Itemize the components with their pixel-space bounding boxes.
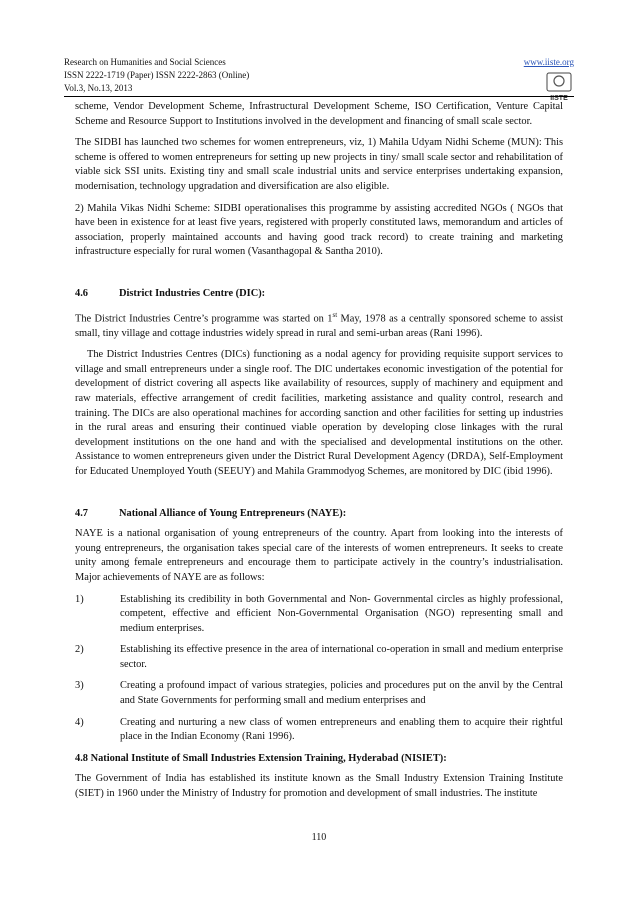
dic-paragraph-2: The District Industries Centres (DICs) functioning as a nodal agency for providing requisite support services to village and small entrepreneurs under a single roof. The DIC undertakes economic investigation of the potential for development of district covering all aspects like availability of resources, supply of machinery and equipment and raw materials, effective arrangement of credit facilities, marketing assistance and quality control, research and training. The DICs are also operational machines for according sanction and other facilities for setting up industries in the rural areas and ensuring their continued viable operation by developing close linkages with the rural development institutions on the one hand and with the specialised and developmental institutions on the other. Assistance to women entrepreneurs given under the District Rural Development Agency (DRDA), Self-Employment for Educated Unemployed Youth (SEEUY) and Mahila Grammodyog Schemes, are monitored by DIC (ibid 1996). [75,349,563,477]
header-divider [64,96,574,97]
section-4-6-heading [75,287,563,302]
list-item: 4) Creating and nurturing a new class of women entrepreneurs and enabling them to acquire their rightful place in the Indian Economy (Rani 1996). [75,716,563,743]
list-item: 3) Creating a profound impact of various strategies, policies and procedures put on the anvil by the Central and State Governments for performing small and medium enterprises and [75,680,563,707]
dic-paragraph-1: The District Industries Centre’s programme was started on 1st May, 1978 as a centrally sponsored scheme to assist small, tiny village and cottage industries widely spread in rural and semi-urban areas (Rani 1996). [75,310,563,339]
volume-line: Vol.3, No.13, 2013 [64,83,133,93]
list-item: 2) Establishing its effective presence in the area of international co-operation in small and medium enterprise sector. [75,644,563,670]
naye-paragraph: NAYE is a national organisation of young entrepreneurs of the country. Apart from looking into the interests of young entrepreneurs, the organisation takes special care of the interests of women entrepreneurs. It seeks to create unity among female entrepreneurs and encourage them to participate actively in the country’s industrialisation. Major achievements of NAYE are as follows: [75,528,563,583]
nisiet-paragraph: The Government of India has established its institute known as the Small Industry Extension Training Institute (SIET) in 1960 under the Ministry of Industry for promotion and development of small industries. The institute [75,773,563,800]
list-item: 1) Establishing its credibility in both Governmental and Non- Governmental circles as highly professional, competent, effective and efficient Non-Governmental Organisation (NGO) representing small and medium enterprises. [75,593,563,634]
mahila-vikas-paragraph: 2) Mahila Vikas Nidhi Scheme: SIDBI operationalises this programme by assisting accredited NGOs ( NGOs that have been in existence for at least five years, registered with properly constituted laws, memorandum and articles of association, properly maintained accounts and having good track record) to create training and marketing infrastructure especially for rural women (Vasanthagopal & Santha 2010). [75,202,563,258]
section-title: National Alliance of Young Entrepreneurs (NAYE): [119,507,347,519]
page-number: 110 [311,832,327,843]
section-number: 4.6 [75,287,88,299]
page-header [64,56,574,95]
journal-url-link[interactable]: www.iiste.org [523,57,574,67]
page-body [75,100,563,809]
section-4-7-heading [75,507,563,522]
logo-text: IISTE [550,95,568,102]
section-title: District Industries Centre (DIC): [119,287,266,299]
journal-name: Research on Humanities and Social Sciences [64,57,226,67]
section-number: 4.7 [75,507,88,519]
intro-paragraph: scheme, Vendor Development Scheme, Infrastructural Development Scheme, ISO Certification, Venture Capital Scheme and Resource Support to Institutions involved in the development and financing of small scale sector. [75,101,563,127]
iiste-logo [544,70,574,102]
issn-line: ISSN 2222-1719 (Paper) ISSN 2222-2863 (Online) [64,70,250,80]
sidbi-paragraph: The SIDBI has launched two schemes for women entrepreneurs, viz, 1) Mahila Udyam Nidhi Scheme (MUN): This scheme is offered to women entrepreneurs for setting up new projects in tiny/ small scale sector and rehabilitation of viable sick SSI units. Existing tiny and small scale industrial units and service enterprises undertaking expansion, modernisation, technology upgradation and diversification are also eligible. [75,137,563,192]
section-4-8-heading: 4.8 National Institute of Small Industries Extension Training, Hyderabad (NISIET): [75,752,447,764]
